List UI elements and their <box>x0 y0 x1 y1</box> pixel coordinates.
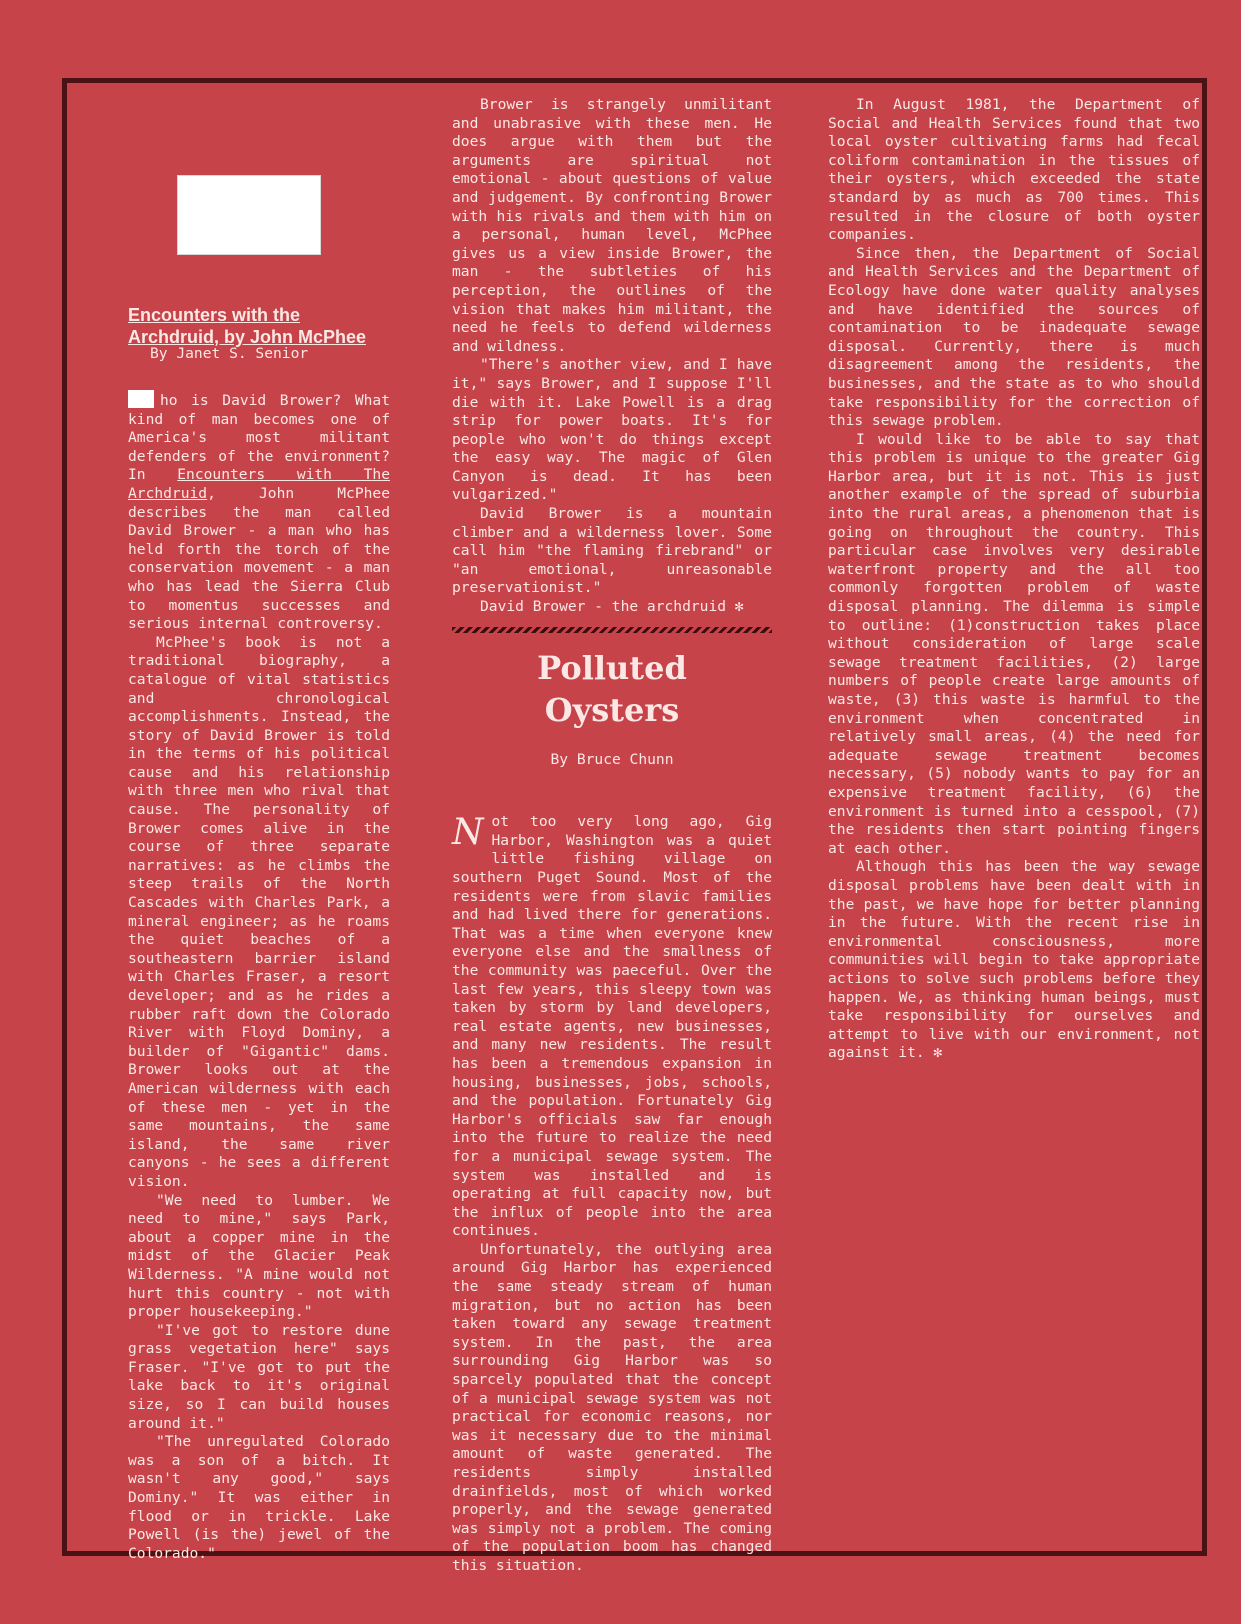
dropcap-box <box>128 390 154 408</box>
article-byline: By Bruce Chunn <box>550 750 674 768</box>
book-cover-photo <box>177 175 321 255</box>
section-divider <box>452 627 772 633</box>
article-dropcap: N <box>452 812 484 854</box>
review-title-line2: Archdruid, by John McPhee <box>128 327 367 347</box>
review-byline: By Janet S. Senior <box>150 345 309 362</box>
review-paragraph-1 <box>128 390 390 634</box>
review-book-title: Encounters with The Archdruid <box>128 466 391 502</box>
review-paragraph-5: "The unregulated Colorado was a son of a bitch. It wasn't any good," says Dominy." It was either in flood or in trickle. Lake Powell (is the) jewel of the Colorado." <box>128 1433 390 1562</box>
article-paragraph-5: I would like to be able to say that this problem is unique to the greater Gig Harbor area, but it is not. This is just another example of the spread of suburbia into the rural areas, a phenomenon that is going on throughout the country. This particular case involves very desirable waterfront property and the all too commonly forgotten problem of waste disposal planning. The dilemma is simple to outline: (1)construction takes place without consideration of large scale sewage treatment facilities, (2) large numbers of people create large amounts of waste, (3) this waste is harmful to the environment when concentrated in relatively small areas, (4) the need for adequate sewage treatment becomes necessary, (5) nobody wants to pay for an expensive treatment facility, (6) the environment is turned into a cesspool, (7) the residents then start pointing fingers at each other. <box>828 430 1200 857</box>
article-paragraph-2: Unfortunately, the outlying area around Gig Harbor has experienced the same steady stream of human migration, but no action has been taken toward any sewage treatment system. In the past, the area surrounding Gig Harbor was so sparcely populated that the concept of a municipal sewage system was not practical for economic reasons, nor was it necessary due to the minimal amount of waste generated. The residents simply installed drainfields, most of which worked properly, and the sewage generated was simply not a problem. The coming of the population boom has changed this situation. <box>452 1240 772 1574</box>
article-title <box>452 647 772 731</box>
review-paragraph-6: Brower is strangely unmilitant and unabrasive with these men. He does argue with them but the arguments are spiritual not emotional - about questions of value and judgement. By confronting Brower with his rivals and them with him on a personal, human level, McPhee gives us a view inside Brower, the man - the subtleties of his perception, the outlines of the vision that makes him militant, the need he feels to defend wilderness and wildness. <box>452 96 772 355</box>
article-paragraph-3: In August 1981, the Department of Social and Health Services found that two local oyster cultivating farms had fecal coliform contamination in the tissues of their oysters, which exceeded the state standard by as much as 700 times. This resulted in the closure of both oyster companies. <box>828 96 1200 244</box>
article-paragraph-6: Although this has been the way sewage disposal problems have been dealt with in the past, we have hope for better planning in the future. With the recent rise in environmental consciousness, more communities will begin to take appropriate actions to solve such problems before they happen. We, as thinking human beings, must take responsibility for ourselves and attempt to live with our environment, not against it. ✻ <box>828 858 1200 1062</box>
review-p1-end: , John McPhee describes the man called David Brower - a man who has held forth the torch of the conservation movement - a man who has lead the Sierra Club to momentus successes and serious internal controversy. <box>128 484 390 633</box>
column-1 <box>128 390 390 1563</box>
article-paragraph-4: Since then, the Department of Social and Health Services and the Department of Ecology have done water quality analyses and have identified the sources of contamination to be inadequate sewage disposal. Currently, there is much disagreement among the residents, the businesses, and the state as to who should take responsibility for the correction of this sewage problem. <box>828 244 1200 430</box>
column-2 <box>452 96 772 1576</box>
review-title-line1: Encounters with the <box>128 305 301 325</box>
review-title <box>128 304 408 348</box>
review-paragraph-4: "I've got to restore dune grass vegetation here" says Fraser. "I've got to put the lake back to it's original size, so I can build houses around it." <box>128 1321 390 1432</box>
article-paragraph-1 <box>452 813 772 1241</box>
review-paragraph-8: David Brower is a mountain climber and a wilderness lover. Some call him "the flaming firebrand" or "an emotional, unreasonable preservationist." <box>452 505 772 597</box>
column-3 <box>828 96 1200 1063</box>
review-paragraph-9: David Brower - the archdruid ✻ <box>480 598 744 616</box>
review-p1-rest: ho is David Brower? What kind of man becomes one of America's most militant defenders of the environment? In <box>128 392 390 484</box>
review-paragraph-7: "There's another view, and I have it," says Brower, and I suppose I'll die with it. Lake Powell is a drag strip for power boats. It's for people who won't do things except the easy way. The magic of Glen Canyon is dead. It has been vulgarized." <box>452 356 772 504</box>
review-paragraph-2: McPhee's book is not a traditional biography, a catalogue of vital statistics and chronological accomplishments. Instead, the story of David Brower is told in the terms of his political cause and his relationship with three men who rival that cause. The personality of Brower comes alive in the course of three separate narratives: as he climbs the steep trails of the North Cascades with Charles Park, a mineral engineer; as he roams the quiet beaches of a southeastern barrier island with Charles Fraser, a resort developer; and as he rides a rubber raft down the Colorado River with Floyd Dominy, a builder of "Gigantic" dams. Brower looks out at the American wilderness with each of these men - yet in the same mountains, the same island, the same river canyons - he sees a different vision. <box>128 633 390 1190</box>
article-title-line1: Polluted <box>537 648 687 687</box>
article-p1-rest: ot too very long ago, Gig Harbor, Washington was a quiet little fishing village on southern Puget Sound. Most of the residents were from slavic families and had lived there for generations. That was a time when everyone knew everyone else and the smallness of the community was paeceful. Over the last few years, this sleepy town was taken by storm by land developers, real estate agents, new businesses, and many new residents. The result has been a tremendous expansion in housing, businesses, jobs, schools, and the population. Fortunately Gig Harbor's officials saw far enough into the future to realize the need for a municipal sewage system. The system was installed and is operating at full capacity now, but the influx of people into the area continues. <box>452 813 772 1240</box>
article-title-line2: Oysters <box>544 690 680 729</box>
review-paragraph-3: "We need to lumber. We need to mine," says Park, about a copper mine in the midst of the Glacier Peak Wilderness. "A mine would not hurt this country - not with proper housekeeping." <box>128 1191 390 1321</box>
